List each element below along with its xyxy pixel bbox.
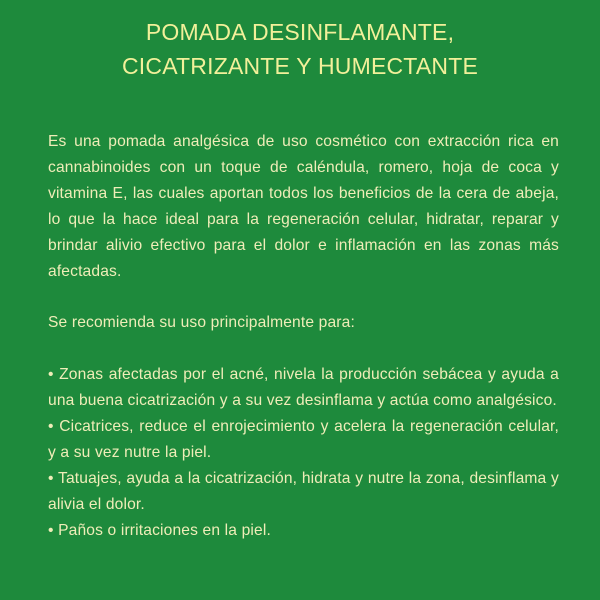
list-item: • Tatuajes, ayuda a la cicatrización, hidrata y nutre la zona, desinflama y alivia el dolor. [48,469,559,513]
list-item: • Paños o irritaciones en la piel. [48,521,271,539]
list-item: • Cicatrices, reduce el enrojecimiento y acelera la regeneración celular, y a su vez nutre la piel. [48,417,559,461]
intro-paragraph: Es una pomada analgésica de uso cosmético con extracción rica en cannabinoides con un toque de caléndula, romero, hoja de coca y vitamina E, las cuales aportan todos los beneficios de la cera de abeja, lo que la hace ideal para la regeneración celular, hidratar, reparar y brindar alivio efectivo para el dolor e inflamación en las zonas más afectadas. [48,133,559,280]
paragraph-spacer [48,284,559,310]
recommendation-heading: Se recomienda su uso principalmente para: [48,314,355,332]
list-item: • Zonas afectadas por el acné, nivela la producción sebácea y ayuda a una buena cicatrización y a su vez desinflama y actúa como analgésico. [48,366,559,410]
paragraph-spacer [48,336,559,362]
title-line-1: POMADA DESINFLAMANTE, [145,19,455,45]
title-line-2: CICATRIZANTE Y HUMECTANTE [122,53,478,79]
usage-list [48,362,559,543]
page-title [0,15,600,83]
description-block [48,129,559,543]
